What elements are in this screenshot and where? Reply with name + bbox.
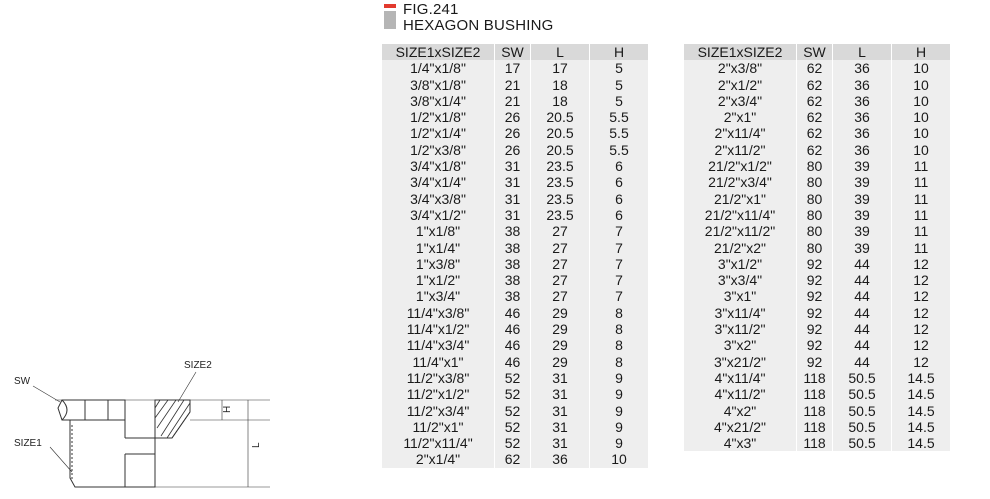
cell-sw: 118 <box>797 403 833 419</box>
l-label: L <box>251 442 262 448</box>
cell-size: 11/4"x3/4" <box>382 337 495 353</box>
cell-size: 1"x1/4" <box>382 240 495 256</box>
cell-sw: 52 <box>495 435 531 451</box>
cell-h: 5 <box>590 93 649 109</box>
cell-h: 12 <box>892 256 951 272</box>
marker-grey-bar <box>384 11 396 29</box>
cell-sw: 118 <box>797 386 833 402</box>
cell-size: 3/8"x1/8" <box>382 77 495 93</box>
cell-size: 3"x2" <box>684 337 797 353</box>
table-row <box>382 451 648 467</box>
table-row <box>382 403 648 419</box>
cell-h: 9 <box>590 419 649 435</box>
cell-size: 11/2"x3/4" <box>382 403 495 419</box>
table-row <box>684 125 950 141</box>
cell-size: 4"x11/2" <box>684 386 797 402</box>
cell-l: 31 <box>531 419 590 435</box>
cell-size: 2"x1" <box>684 109 797 125</box>
cell-h: 10 <box>892 60 951 76</box>
cell-h: 8 <box>590 354 649 370</box>
cell-size: 1/2"x1/4" <box>382 125 495 141</box>
cell-sw: 92 <box>797 272 833 288</box>
cell-sw: 21 <box>495 77 531 93</box>
marker-red-bar <box>384 4 396 8</box>
cell-h: 9 <box>590 403 649 419</box>
cell-size: 1"x1/2" <box>382 272 495 288</box>
hexagon-bushing-drawing <box>0 350 290 495</box>
cell-size: 1/2"x1/8" <box>382 109 495 125</box>
cell-h: 11 <box>892 191 951 207</box>
cell-size: 4"x11/4" <box>684 370 797 386</box>
cell-sw: 92 <box>797 305 833 321</box>
cell-l: 50.5 <box>833 403 892 419</box>
table-row <box>382 305 648 321</box>
cell-size: 2"x11/2" <box>684 142 797 158</box>
cell-sw: 52 <box>495 370 531 386</box>
cell-sw: 38 <box>495 223 531 239</box>
cell-size: 3/8"x1/4" <box>382 93 495 109</box>
table-row <box>382 321 648 337</box>
dimension-table-right <box>684 44 950 451</box>
cell-h: 8 <box>590 337 649 353</box>
cell-sw: 52 <box>495 419 531 435</box>
header-l: L <box>833 44 892 60</box>
cell-sw: 17 <box>495 60 531 76</box>
cell-size: 2"x1/4" <box>382 451 495 467</box>
cell-l: 44 <box>833 272 892 288</box>
cell-l: 23.5 <box>531 191 590 207</box>
cell-size: 21/2"x2" <box>684 240 797 256</box>
cell-h: 14.5 <box>892 435 951 451</box>
table-row <box>684 288 950 304</box>
cell-h: 11 <box>892 207 951 223</box>
cell-sw: 31 <box>495 207 531 223</box>
cell-l: 50.5 <box>833 386 892 402</box>
cell-size: 11/2"x1/2" <box>382 386 495 402</box>
cell-l: 31 <box>531 370 590 386</box>
size2-label: SIZE2 <box>184 360 212 371</box>
cell-h: 5 <box>590 77 649 93</box>
cell-size: 3/4"x1/2" <box>382 207 495 223</box>
figure-number: FIG.241 <box>403 1 459 18</box>
cell-l: 27 <box>531 223 590 239</box>
cell-size: 2"x3/8" <box>684 60 797 76</box>
table-row <box>684 321 950 337</box>
cell-h: 11 <box>892 174 951 190</box>
cell-h: 7 <box>590 240 649 256</box>
table-row <box>382 272 648 288</box>
cell-sw: 52 <box>495 386 531 402</box>
header-sw: SW <box>797 44 833 60</box>
cell-h: 12 <box>892 305 951 321</box>
cell-sw: 38 <box>495 288 531 304</box>
table-row <box>684 386 950 402</box>
cell-sw: 92 <box>797 321 833 337</box>
cell-sw: 80 <box>797 191 833 207</box>
cell-sw: 38 <box>495 272 531 288</box>
table-row <box>684 93 950 109</box>
cell-l: 31 <box>531 435 590 451</box>
table-row <box>684 435 950 451</box>
table-row <box>382 256 648 272</box>
cell-h: 6 <box>590 174 649 190</box>
cell-l: 20.5 <box>531 109 590 125</box>
cell-h: 5.5 <box>590 125 649 141</box>
cell-sw: 118 <box>797 419 833 435</box>
cell-sw: 92 <box>797 354 833 370</box>
table-header-row <box>684 44 950 60</box>
cell-h: 11 <box>892 240 951 256</box>
cell-l: 23.5 <box>531 174 590 190</box>
cell-l: 36 <box>833 93 892 109</box>
cell-h: 7 <box>590 256 649 272</box>
cell-h: 11 <box>892 223 951 239</box>
cell-h: 10 <box>892 77 951 93</box>
table-row <box>684 370 950 386</box>
cell-l: 27 <box>531 288 590 304</box>
cell-l: 20.5 <box>531 142 590 158</box>
cell-l: 44 <box>833 305 892 321</box>
cell-size: 21/2"x11/4" <box>684 207 797 223</box>
table-row <box>684 158 950 174</box>
cell-l: 36 <box>833 142 892 158</box>
table-row <box>684 60 950 76</box>
cell-sw: 80 <box>797 158 833 174</box>
cell-h: 12 <box>892 321 951 337</box>
cell-sw: 31 <box>495 174 531 190</box>
cell-sw: 118 <box>797 435 833 451</box>
cell-size: 11/4"x1" <box>382 354 495 370</box>
cell-h: 14.5 <box>892 403 951 419</box>
table-row <box>684 207 950 223</box>
cell-l: 39 <box>833 158 892 174</box>
figure-marker <box>384 4 396 29</box>
cell-l: 31 <box>531 386 590 402</box>
cell-l: 23.5 <box>531 158 590 174</box>
cell-h: 5 <box>590 60 649 76</box>
header-sw: SW <box>495 44 531 60</box>
cell-l: 27 <box>531 272 590 288</box>
cell-h: 10 <box>590 451 649 467</box>
cell-size: 3"x1/2" <box>684 256 797 272</box>
cell-l: 27 <box>531 256 590 272</box>
cell-l: 29 <box>531 337 590 353</box>
cell-l: 39 <box>833 174 892 190</box>
cell-sw: 92 <box>797 256 833 272</box>
cell-sw: 118 <box>797 370 833 386</box>
cell-sw: 38 <box>495 240 531 256</box>
cell-size: 3"x11/2" <box>684 321 797 337</box>
cell-l: 44 <box>833 256 892 272</box>
dimension-table-left <box>382 44 648 468</box>
header-size: SIZE1xSIZE2 <box>382 44 495 60</box>
cell-l: 44 <box>833 321 892 337</box>
cell-h: 12 <box>892 288 951 304</box>
cell-l: 23.5 <box>531 207 590 223</box>
cell-sw: 46 <box>495 337 531 353</box>
table-row <box>382 142 648 158</box>
cell-size: 3"x11/4" <box>684 305 797 321</box>
cell-size: 2"x11/4" <box>684 125 797 141</box>
cell-size: 11/4"x1/2" <box>382 321 495 337</box>
cell-l: 27 <box>531 240 590 256</box>
table-row <box>684 223 950 239</box>
table-row <box>382 337 648 353</box>
cell-l: 17 <box>531 60 590 76</box>
cell-h: 12 <box>892 354 951 370</box>
table-row <box>684 337 950 353</box>
table-row <box>382 158 648 174</box>
cell-l: 31 <box>531 403 590 419</box>
table-row <box>684 109 950 125</box>
cell-size: 2"x3/4" <box>684 93 797 109</box>
cell-sw: 80 <box>797 223 833 239</box>
cell-l: 44 <box>833 288 892 304</box>
cell-l: 50.5 <box>833 370 892 386</box>
cell-l: 18 <box>531 77 590 93</box>
sw-label: SW <box>14 376 31 387</box>
cell-h: 11 <box>892 158 951 174</box>
table-row <box>382 240 648 256</box>
cell-l: 44 <box>833 354 892 370</box>
table-row <box>382 125 648 141</box>
cell-sw: 62 <box>797 125 833 141</box>
cell-l: 50.5 <box>833 435 892 451</box>
cell-size: 3"x21/2" <box>684 354 797 370</box>
cell-h: 10 <box>892 109 951 125</box>
cell-h: 12 <box>892 272 951 288</box>
cell-h: 6 <box>590 191 649 207</box>
cell-h: 10 <box>892 142 951 158</box>
cell-size: 11/2"x1" <box>382 419 495 435</box>
cell-h: 10 <box>892 93 951 109</box>
cell-size: 2"x1/2" <box>684 77 797 93</box>
cell-sw: 80 <box>797 174 833 190</box>
cell-l: 44 <box>833 337 892 353</box>
cell-l: 29 <box>531 354 590 370</box>
header-size: SIZE1xSIZE2 <box>684 44 797 60</box>
cell-h: 14.5 <box>892 370 951 386</box>
header-h: H <box>892 44 951 60</box>
cell-sw: 26 <box>495 109 531 125</box>
cell-sw: 80 <box>797 240 833 256</box>
cell-size: 21/2"x1/2" <box>684 158 797 174</box>
table-row <box>684 403 950 419</box>
cell-sw: 46 <box>495 321 531 337</box>
cell-l: 50.5 <box>833 419 892 435</box>
cell-h: 14.5 <box>892 419 951 435</box>
cell-h: 12 <box>892 337 951 353</box>
table-row <box>684 305 950 321</box>
table-row <box>382 386 648 402</box>
table-row <box>684 174 950 190</box>
table-row <box>382 419 648 435</box>
table-row <box>382 191 648 207</box>
size1-label: SIZE1 <box>14 438 42 449</box>
table-row <box>684 191 950 207</box>
table-row <box>684 256 950 272</box>
table-row <box>382 60 648 76</box>
cell-sw: 62 <box>797 60 833 76</box>
cell-size: 4"x21/2" <box>684 419 797 435</box>
cell-h: 7 <box>590 223 649 239</box>
cell-h: 8 <box>590 305 649 321</box>
cell-sw: 62 <box>495 451 531 467</box>
cell-h: 5.5 <box>590 109 649 125</box>
cell-l: 39 <box>833 191 892 207</box>
cell-h: 5.5 <box>590 142 649 158</box>
cell-l: 29 <box>531 305 590 321</box>
cell-sw: 80 <box>797 207 833 223</box>
table-row <box>382 288 648 304</box>
cell-sw: 62 <box>797 109 833 125</box>
cell-l: 20.5 <box>531 125 590 141</box>
table-row <box>382 354 648 370</box>
table-row <box>684 272 950 288</box>
cell-h: 6 <box>590 158 649 174</box>
cell-l: 29 <box>531 321 590 337</box>
table-header-row <box>382 44 648 60</box>
cell-l: 36 <box>833 125 892 141</box>
cell-size: 11/2"x11/4" <box>382 435 495 451</box>
table-row <box>684 419 950 435</box>
cell-sw: 46 <box>495 305 531 321</box>
cell-l: 39 <box>833 223 892 239</box>
table-row <box>684 142 950 158</box>
cell-sw: 52 <box>495 403 531 419</box>
cell-sw: 38 <box>495 256 531 272</box>
cell-size: 1"x3/8" <box>382 256 495 272</box>
h-label: H <box>222 405 233 413</box>
cell-h: 6 <box>590 207 649 223</box>
table-row <box>382 77 648 93</box>
cell-sw: 92 <box>797 288 833 304</box>
cell-l: 18 <box>531 93 590 109</box>
cell-h: 10 <box>892 125 951 141</box>
cell-h: 9 <box>590 386 649 402</box>
cell-h: 14.5 <box>892 386 951 402</box>
table-row <box>382 109 648 125</box>
cell-l: 36 <box>531 451 590 467</box>
figure-title <box>403 2 554 34</box>
cell-size: 3/4"x1/4" <box>382 174 495 190</box>
cell-sw: 62 <box>797 77 833 93</box>
cell-size: 1/4"x1/8" <box>382 60 495 76</box>
table-row <box>382 223 648 239</box>
cell-size: 21/2"x3/4" <box>684 174 797 190</box>
cell-size: 4"x3" <box>684 435 797 451</box>
table-row <box>382 435 648 451</box>
cell-sw: 46 <box>495 354 531 370</box>
cell-h: 9 <box>590 370 649 386</box>
cell-size: 21/2"x1" <box>684 191 797 207</box>
cell-size: 21/2"x11/2" <box>684 223 797 239</box>
cell-sw: 26 <box>495 142 531 158</box>
cell-sw: 31 <box>495 158 531 174</box>
table-row <box>684 77 950 93</box>
cell-h: 8 <box>590 321 649 337</box>
cell-size: 11/4"x3/8" <box>382 305 495 321</box>
cell-size: 3"x3/4" <box>684 272 797 288</box>
cell-l: 39 <box>833 240 892 256</box>
cell-size: 3/4"x3/8" <box>382 191 495 207</box>
table-row <box>382 207 648 223</box>
cell-l: 36 <box>833 60 892 76</box>
cell-size: 11/2"x3/8" <box>382 370 495 386</box>
cell-h: 9 <box>590 435 649 451</box>
cell-size: 4"x2" <box>684 403 797 419</box>
cell-sw: 92 <box>797 337 833 353</box>
figure-name: HEXAGON BUSHING <box>403 17 554 34</box>
cell-h: 7 <box>590 288 649 304</box>
cell-l: 36 <box>833 109 892 125</box>
cell-sw: 62 <box>797 93 833 109</box>
cell-h: 7 <box>590 272 649 288</box>
cell-size: 3/4"x1/8" <box>382 158 495 174</box>
cell-l: 36 <box>833 77 892 93</box>
cell-size: 1"x1/8" <box>382 223 495 239</box>
table-row <box>684 240 950 256</box>
table-row <box>684 354 950 370</box>
cell-sw: 26 <box>495 125 531 141</box>
cell-sw: 21 <box>495 93 531 109</box>
cell-sw: 31 <box>495 191 531 207</box>
cell-size: 1"x3/4" <box>382 288 495 304</box>
table-row <box>382 370 648 386</box>
table-row <box>382 93 648 109</box>
cell-size: 3"x1" <box>684 288 797 304</box>
cell-l: 39 <box>833 207 892 223</box>
table-row <box>382 174 648 190</box>
cell-sw: 62 <box>797 142 833 158</box>
cell-size: 1/2"x3/8" <box>382 142 495 158</box>
header-h: H <box>590 44 649 60</box>
header-l: L <box>531 44 590 60</box>
